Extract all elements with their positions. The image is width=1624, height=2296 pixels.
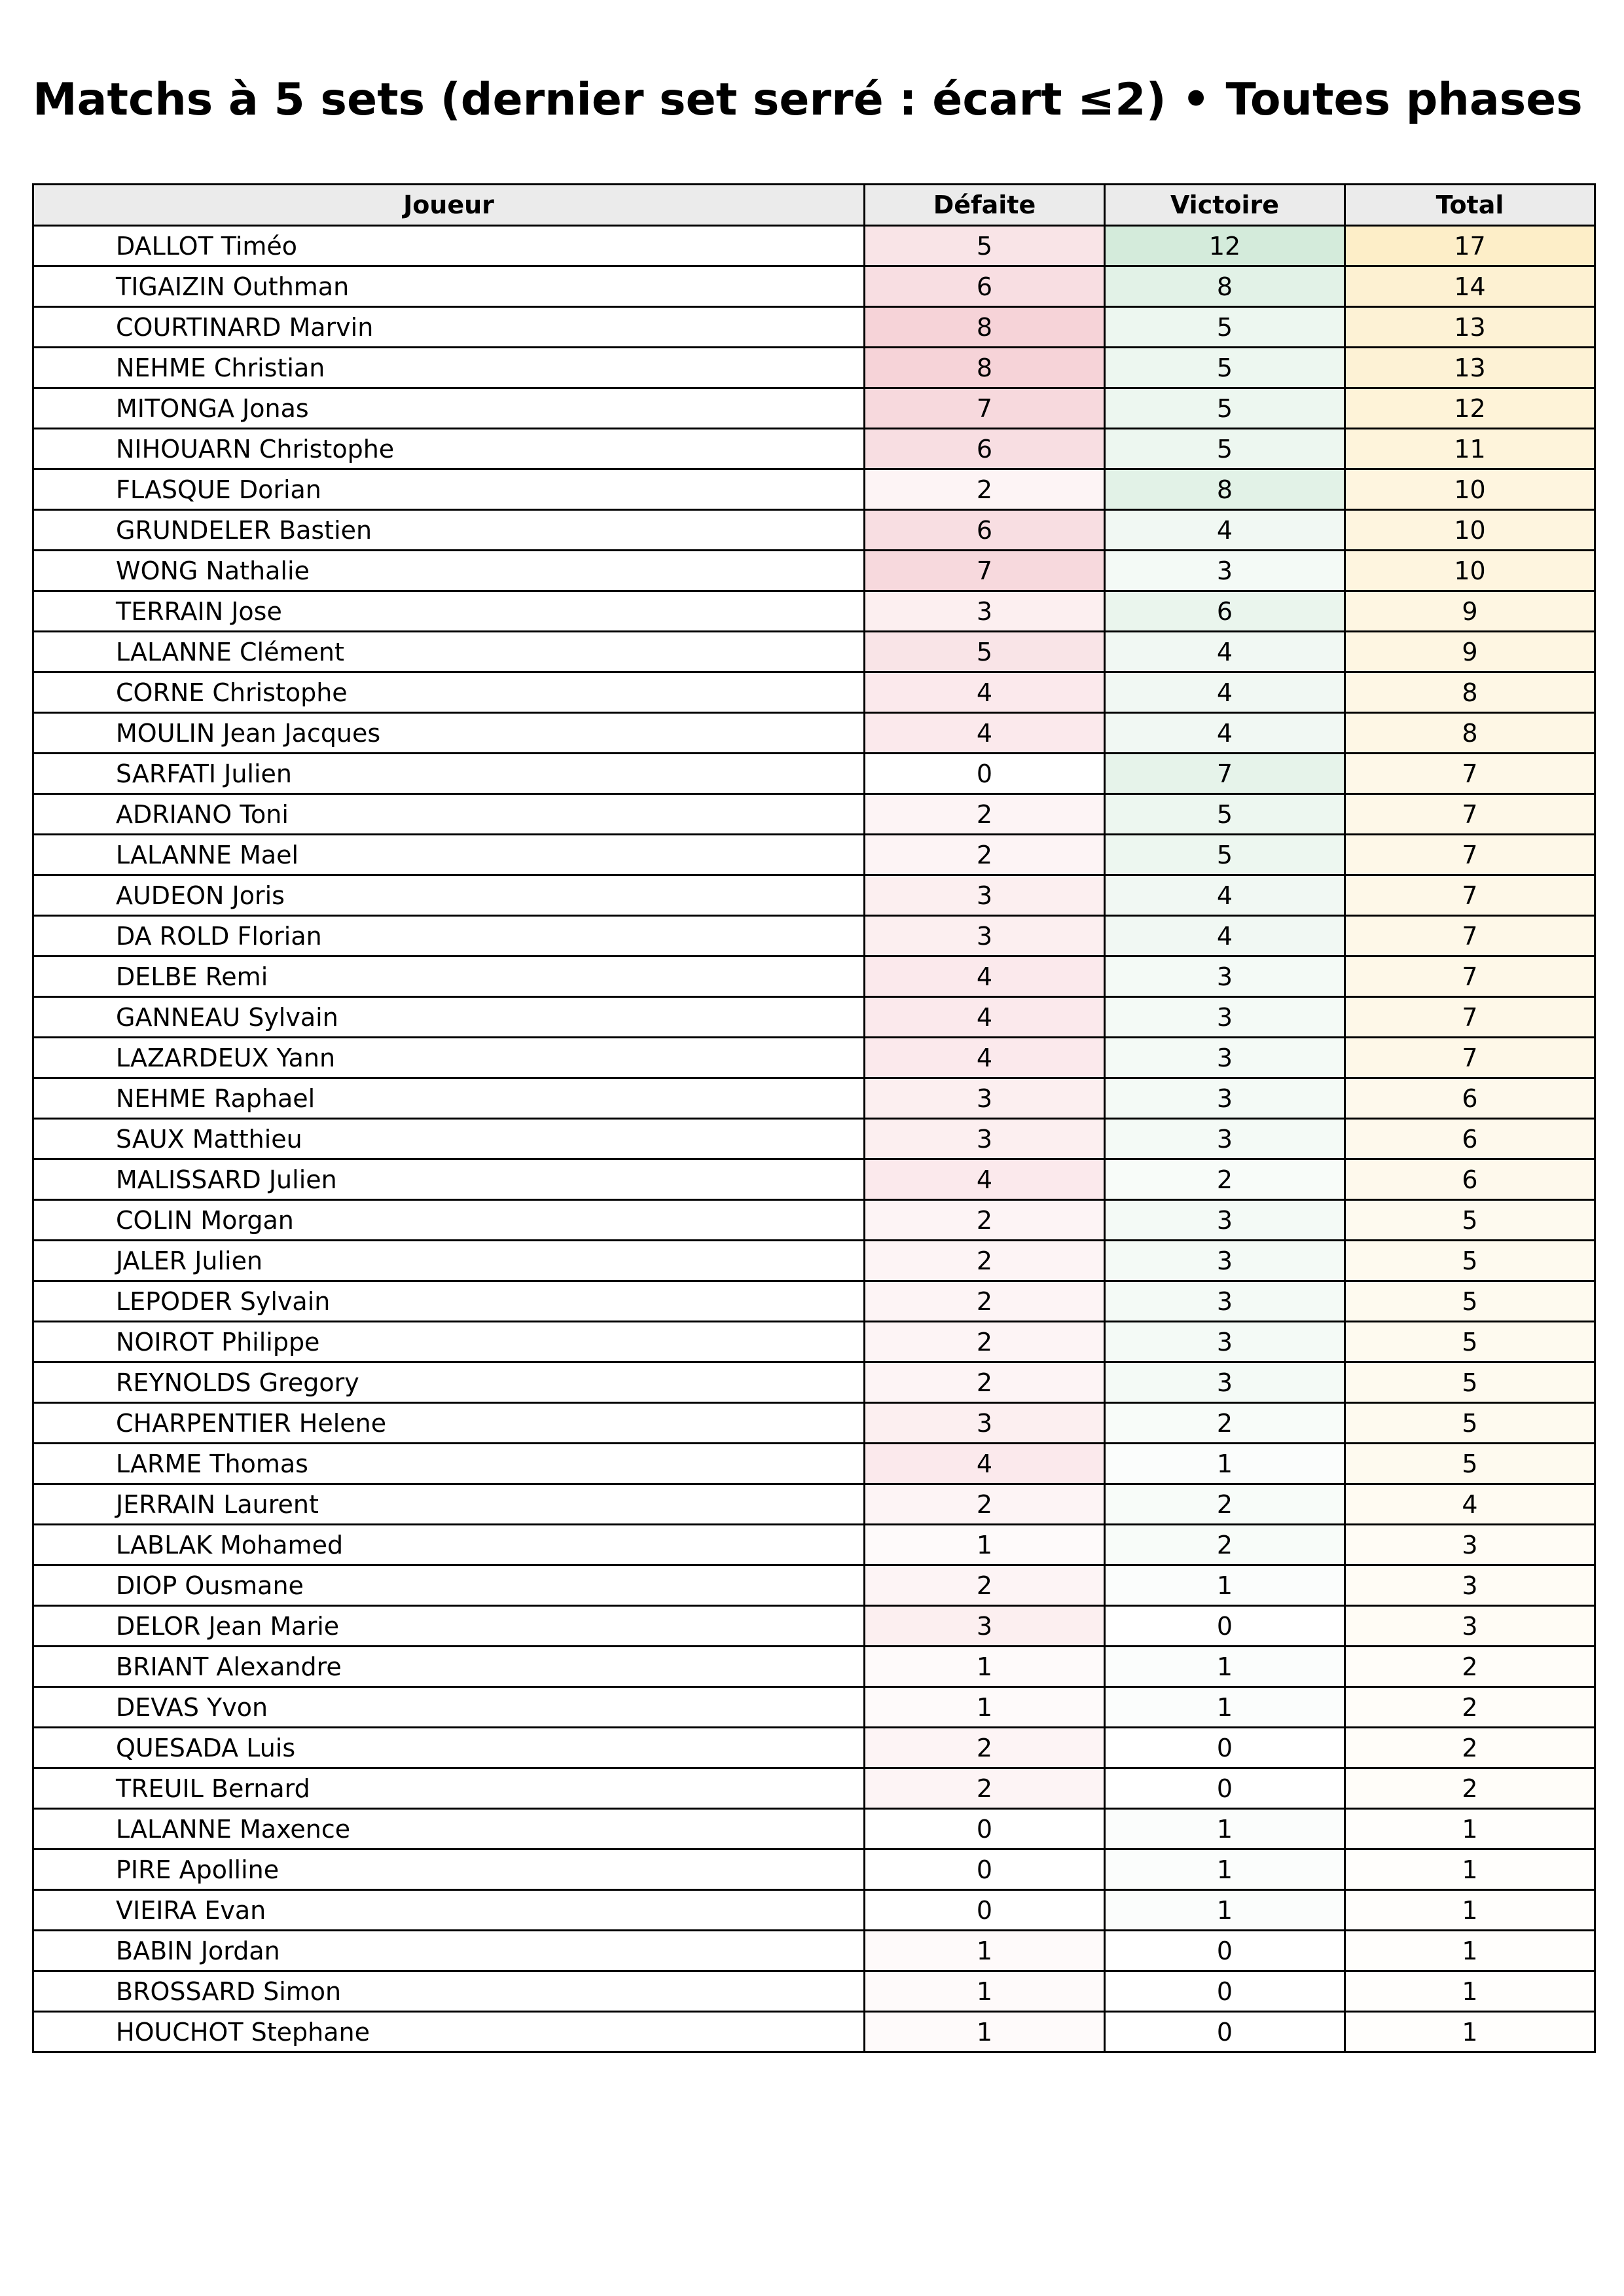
player-cell: NEHME Raphael xyxy=(33,1078,865,1119)
player-cell: LARME Thomas xyxy=(33,1444,865,1484)
defaite-cell: 5 xyxy=(865,632,1105,672)
victoire-cell: 0 xyxy=(1105,1931,1345,1971)
defaite-cell: 6 xyxy=(865,429,1105,469)
table-row xyxy=(33,1362,1595,1403)
victoire-cell: 5 xyxy=(1105,348,1345,388)
player-cell: COLIN Morgan xyxy=(33,1200,865,1241)
player-cell: JERRAIN Laurent xyxy=(33,1484,865,1525)
victoire-cell: 8 xyxy=(1105,266,1345,307)
total-cell: 5 xyxy=(1345,1281,1595,1322)
total-cell: 2 xyxy=(1345,1647,1595,1687)
total-cell: 7 xyxy=(1345,916,1595,957)
total-cell: 2 xyxy=(1345,1687,1595,1728)
total-cell: 7 xyxy=(1345,835,1595,875)
player-cell: DELBE Remi xyxy=(33,957,865,997)
table-row xyxy=(33,1728,1595,1768)
victoire-cell: 2 xyxy=(1105,1159,1345,1200)
table-row xyxy=(33,1687,1595,1728)
player-cell: VIEIRA Evan xyxy=(33,1890,865,1931)
total-cell: 1 xyxy=(1345,1850,1595,1890)
player-cell: PIRE Apolline xyxy=(33,1850,865,1890)
table-header xyxy=(33,185,1595,226)
victoire-cell: 4 xyxy=(1105,875,1345,916)
player-cell: LALANNE Maxence xyxy=(33,1809,865,1850)
defaite-cell: 0 xyxy=(865,754,1105,794)
defaite-cell: 5 xyxy=(865,226,1105,266)
defaite-cell: 3 xyxy=(865,591,1105,632)
defaite-cell: 1 xyxy=(865,1687,1105,1728)
victoire-cell: 6 xyxy=(1105,591,1345,632)
table-row xyxy=(33,1241,1595,1281)
defaite-cell: 3 xyxy=(865,875,1105,916)
total-cell: 10 xyxy=(1345,510,1595,551)
table-row xyxy=(33,307,1595,348)
table-row xyxy=(33,1200,1595,1241)
player-cell: WONG Nathalie xyxy=(33,551,865,591)
table-row xyxy=(33,348,1595,388)
table-row xyxy=(33,794,1595,835)
player-cell: BABIN Jordan xyxy=(33,1931,865,1971)
player-cell: TIGAIZIN Outhman xyxy=(33,266,865,307)
player-cell: ADRIANO Toni xyxy=(33,794,865,835)
total-cell: 5 xyxy=(1345,1444,1595,1484)
player-cell: MOULIN Jean Jacques xyxy=(33,713,865,754)
defaite-cell: 3 xyxy=(865,1119,1105,1159)
victoire-cell: 2 xyxy=(1105,1403,1345,1444)
player-cell: NEHME Christian xyxy=(33,348,865,388)
defaite-cell: 4 xyxy=(865,997,1105,1038)
table-row xyxy=(33,1159,1595,1200)
player-cell: BROSSARD Simon xyxy=(33,1971,865,2012)
total-cell: 12 xyxy=(1345,388,1595,429)
defaite-cell: 4 xyxy=(865,713,1105,754)
total-cell: 3 xyxy=(1345,1525,1595,1565)
total-cell: 14 xyxy=(1345,266,1595,307)
total-cell: 11 xyxy=(1345,429,1595,469)
total-cell: 3 xyxy=(1345,1565,1595,1606)
table-row xyxy=(33,1890,1595,1931)
player-cell: GANNEAU Sylvain xyxy=(33,997,865,1038)
defaite-cell: 4 xyxy=(865,1444,1105,1484)
victoire-cell: 7 xyxy=(1105,754,1345,794)
table-row xyxy=(33,510,1595,551)
defaite-cell: 0 xyxy=(865,1890,1105,1931)
victoire-cell: 0 xyxy=(1105,1606,1345,1647)
total-cell: 13 xyxy=(1345,348,1595,388)
table-row xyxy=(33,957,1595,997)
total-cell: 9 xyxy=(1345,632,1595,672)
total-cell: 7 xyxy=(1345,875,1595,916)
table-row xyxy=(33,591,1595,632)
table-row xyxy=(33,997,1595,1038)
player-cell: FLASQUE Dorian xyxy=(33,469,865,510)
defaite-cell: 4 xyxy=(865,1038,1105,1078)
defaite-cell: 4 xyxy=(865,1159,1105,1200)
victoire-cell: 4 xyxy=(1105,632,1345,672)
column-header-player: Joueur xyxy=(33,185,865,226)
victoire-cell: 5 xyxy=(1105,835,1345,875)
defaite-cell: 1 xyxy=(865,1647,1105,1687)
victoire-cell: 3 xyxy=(1105,1078,1345,1119)
total-cell: 7 xyxy=(1345,1038,1595,1078)
total-cell: 3 xyxy=(1345,1606,1595,1647)
total-cell: 8 xyxy=(1345,713,1595,754)
table-row xyxy=(33,1931,1595,1971)
victoire-cell: 3 xyxy=(1105,1200,1345,1241)
victoire-cell: 1 xyxy=(1105,1565,1345,1606)
victoire-cell: 5 xyxy=(1105,429,1345,469)
table-row xyxy=(33,713,1595,754)
column-header-victoire: Victoire xyxy=(1105,185,1345,226)
defaite-cell: 1 xyxy=(865,1931,1105,1971)
total-cell: 7 xyxy=(1345,754,1595,794)
player-cell: DIOP Ousmane xyxy=(33,1565,865,1606)
player-cell: SARFATI Julien xyxy=(33,754,865,794)
victoire-cell: 1 xyxy=(1105,1444,1345,1484)
victoire-cell: 12 xyxy=(1105,226,1345,266)
table-row xyxy=(33,916,1595,957)
player-cell: MITONGA Jonas xyxy=(33,388,865,429)
player-cell: LABLAK Mohamed xyxy=(33,1525,865,1565)
total-cell: 2 xyxy=(1345,1728,1595,1768)
defaite-cell: 3 xyxy=(865,916,1105,957)
defaite-cell: 4 xyxy=(865,672,1105,713)
table-row xyxy=(33,875,1595,916)
defaite-cell: 0 xyxy=(865,1809,1105,1850)
total-cell: 1 xyxy=(1345,1971,1595,2012)
player-cell: BRIANT Alexandre xyxy=(33,1647,865,1687)
player-cell: SAUX Matthieu xyxy=(33,1119,865,1159)
defaite-cell: 4 xyxy=(865,957,1105,997)
table-row xyxy=(33,551,1595,591)
total-cell: 4 xyxy=(1345,1484,1595,1525)
player-cell: NIHOUARN Christophe xyxy=(33,429,865,469)
table-row xyxy=(33,1078,1595,1119)
victoire-cell: 3 xyxy=(1105,1038,1345,1078)
table-row xyxy=(33,469,1595,510)
table-row xyxy=(33,1606,1595,1647)
defaite-cell: 0 xyxy=(865,1850,1105,1890)
victoire-cell: 3 xyxy=(1105,551,1345,591)
table-row xyxy=(33,754,1595,794)
defaite-cell: 2 xyxy=(865,1281,1105,1322)
victoire-cell: 5 xyxy=(1105,388,1345,429)
victoire-cell: 1 xyxy=(1105,1850,1345,1890)
defaite-cell: 2 xyxy=(865,1768,1105,1809)
total-cell: 13 xyxy=(1345,307,1595,348)
defaite-cell: 2 xyxy=(865,1322,1105,1362)
defaite-cell: 2 xyxy=(865,1565,1105,1606)
total-cell: 6 xyxy=(1345,1119,1595,1159)
defaite-cell: 8 xyxy=(865,348,1105,388)
defaite-cell: 2 xyxy=(865,835,1105,875)
table-row xyxy=(33,1403,1595,1444)
player-cell: DEVAS Yvon xyxy=(33,1687,865,1728)
victoire-cell: 3 xyxy=(1105,957,1345,997)
defaite-cell: 2 xyxy=(865,1200,1105,1241)
table-row xyxy=(33,266,1595,307)
victoire-cell: 1 xyxy=(1105,1687,1345,1728)
total-cell: 6 xyxy=(1345,1078,1595,1119)
victoire-cell: 1 xyxy=(1105,1890,1345,1931)
table-row xyxy=(33,1322,1595,1362)
victoire-cell: 8 xyxy=(1105,469,1345,510)
player-cell: NOIROT Philippe xyxy=(33,1322,865,1362)
player-cell: LEPODER Sylvain xyxy=(33,1281,865,1322)
table-row xyxy=(33,1565,1595,1606)
total-cell: 1 xyxy=(1345,1931,1595,1971)
table-row xyxy=(33,1444,1595,1484)
total-cell: 17 xyxy=(1345,226,1595,266)
table-row xyxy=(33,672,1595,713)
total-cell: 2 xyxy=(1345,1768,1595,1809)
total-cell: 6 xyxy=(1345,1159,1595,1200)
defaite-cell: 7 xyxy=(865,388,1105,429)
total-cell: 1 xyxy=(1345,1809,1595,1850)
total-cell: 5 xyxy=(1345,1403,1595,1444)
player-cell: LALANNE Clément xyxy=(33,632,865,672)
table-row xyxy=(33,1484,1595,1525)
table-row xyxy=(33,1525,1595,1565)
table-row xyxy=(33,1850,1595,1890)
player-cell: GRUNDELER Bastien xyxy=(33,510,865,551)
table-row xyxy=(33,388,1595,429)
table-row xyxy=(33,1119,1595,1159)
table-row xyxy=(33,1281,1595,1322)
total-cell: 7 xyxy=(1345,794,1595,835)
victoire-cell: 0 xyxy=(1105,1768,1345,1809)
player-cell: TREUIL Bernard xyxy=(33,1768,865,1809)
player-cell: LALANNE Mael xyxy=(33,835,865,875)
victoire-cell: 5 xyxy=(1105,794,1345,835)
defaite-cell: 2 xyxy=(865,794,1105,835)
total-cell: 5 xyxy=(1345,1241,1595,1281)
total-cell: 7 xyxy=(1345,997,1595,1038)
header-row xyxy=(33,185,1595,226)
total-cell: 8 xyxy=(1345,672,1595,713)
player-cell: CORNE Christophe xyxy=(33,672,865,713)
victoire-cell: 4 xyxy=(1105,713,1345,754)
player-cell: DELOR Jean Marie xyxy=(33,1606,865,1647)
victoire-cell: 0 xyxy=(1105,1971,1345,2012)
column-header-total: Total xyxy=(1345,185,1595,226)
table-row xyxy=(33,1768,1595,1809)
total-cell: 7 xyxy=(1345,957,1595,997)
player-cell: QUESADA Luis xyxy=(33,1728,865,1768)
defaite-cell: 2 xyxy=(865,1728,1105,1768)
table-row xyxy=(33,2012,1595,2052)
victoire-cell: 3 xyxy=(1105,1281,1345,1322)
table-row xyxy=(33,632,1595,672)
table-row xyxy=(33,835,1595,875)
player-cell: COURTINARD Marvin xyxy=(33,307,865,348)
table-row xyxy=(33,1809,1595,1850)
defaite-cell: 2 xyxy=(865,1241,1105,1281)
victoire-cell: 2 xyxy=(1105,1484,1345,1525)
defaite-cell: 3 xyxy=(865,1078,1105,1119)
player-cell: CHARPENTIER Helene xyxy=(33,1403,865,1444)
defaite-cell: 6 xyxy=(865,266,1105,307)
total-cell: 10 xyxy=(1345,469,1595,510)
defaite-cell: 3 xyxy=(865,1606,1105,1647)
defaite-cell: 1 xyxy=(865,1525,1105,1565)
player-cell: DA ROLD Florian xyxy=(33,916,865,957)
defaite-cell: 3 xyxy=(865,1403,1105,1444)
total-cell: 10 xyxy=(1345,551,1595,591)
table-row xyxy=(33,1038,1595,1078)
defaite-cell: 1 xyxy=(865,2012,1105,2052)
table-row xyxy=(33,429,1595,469)
victoire-cell: 3 xyxy=(1105,1241,1345,1281)
victoire-cell: 3 xyxy=(1105,997,1345,1038)
total-cell: 1 xyxy=(1345,1890,1595,1931)
victoire-cell: 2 xyxy=(1105,1525,1345,1565)
player-cell: AUDEON Joris xyxy=(33,875,865,916)
table-row xyxy=(33,1971,1595,2012)
page-title: Matchs à 5 sets (dernier set serré : écart ≤2) • Toutes phases xyxy=(33,74,1583,126)
defaite-cell: 6 xyxy=(865,510,1105,551)
defaite-cell: 7 xyxy=(865,551,1105,591)
total-cell: 5 xyxy=(1345,1200,1595,1241)
column-header-defaite: Défaite xyxy=(865,185,1105,226)
victoire-cell: 4 xyxy=(1105,672,1345,713)
victoire-cell: 5 xyxy=(1105,307,1345,348)
victoire-cell: 1 xyxy=(1105,1647,1345,1687)
table-row xyxy=(33,1647,1595,1687)
defaite-cell: 2 xyxy=(865,1484,1105,1525)
total-cell: 5 xyxy=(1345,1362,1595,1403)
victoire-cell: 3 xyxy=(1105,1362,1345,1403)
defaite-cell: 8 xyxy=(865,307,1105,348)
victoire-cell: 1 xyxy=(1105,1809,1345,1850)
player-cell: REYNOLDS Gregory xyxy=(33,1362,865,1403)
player-cell: MALISSARD Julien xyxy=(33,1159,865,1200)
table-body xyxy=(33,226,1595,2052)
player-cell: DALLOT Timéo xyxy=(33,226,865,266)
victoire-cell: 0 xyxy=(1105,2012,1345,2052)
player-cell: JALER Julien xyxy=(33,1241,865,1281)
defaite-cell: 2 xyxy=(865,1362,1105,1403)
total-cell: 9 xyxy=(1345,591,1595,632)
total-cell: 1 xyxy=(1345,2012,1595,2052)
defaite-cell: 1 xyxy=(865,1971,1105,2012)
victoire-cell: 3 xyxy=(1105,1322,1345,1362)
stats-table xyxy=(32,183,1596,2053)
total-cell: 5 xyxy=(1345,1322,1595,1362)
defaite-cell: 2 xyxy=(865,469,1105,510)
victoire-cell: 4 xyxy=(1105,510,1345,551)
victoire-cell: 4 xyxy=(1105,916,1345,957)
player-cell: LAZARDEUX Yann xyxy=(33,1038,865,1078)
victoire-cell: 3 xyxy=(1105,1119,1345,1159)
victoire-cell: 0 xyxy=(1105,1728,1345,1768)
player-cell: TERRAIN Jose xyxy=(33,591,865,632)
table-row xyxy=(33,226,1595,266)
player-cell: HOUCHOT Stephane xyxy=(33,2012,865,2052)
